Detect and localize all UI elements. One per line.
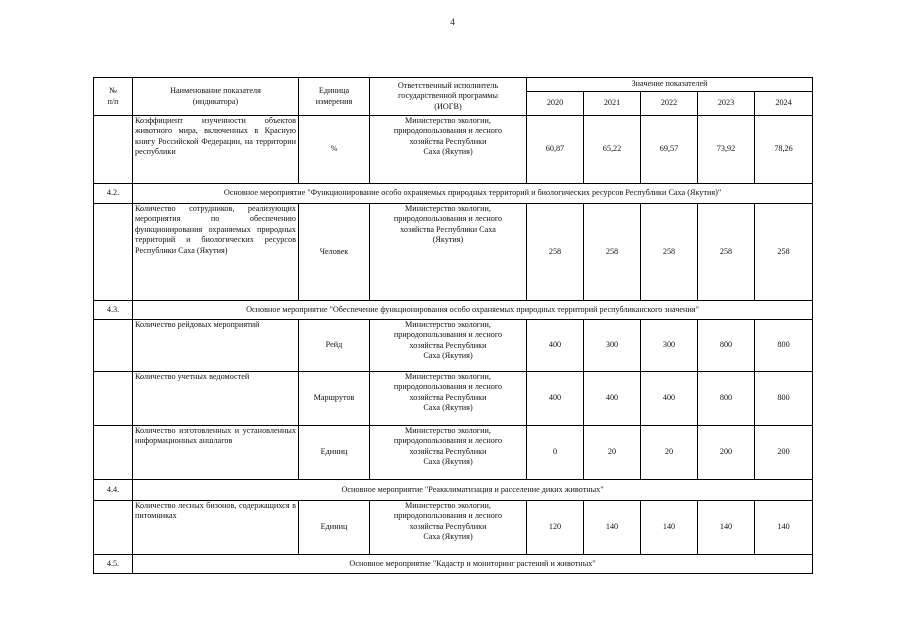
indicator-name: Количество учетных ведомостей bbox=[133, 372, 299, 426]
value-cell: 258 bbox=[755, 204, 813, 301]
table-row bbox=[94, 204, 813, 301]
value-cell: 78,26 bbox=[755, 116, 813, 184]
header-year: 2023 bbox=[698, 92, 755, 116]
row-number bbox=[94, 372, 133, 426]
indicator-name: Количество рейдовых мероприятий bbox=[133, 320, 299, 372]
header-name: Наименование показателя (индикатора) bbox=[133, 78, 299, 116]
executor-cell: Министерство экологии, природопользования и лесного хозяйства Республики Саха (Якутия) bbox=[370, 501, 527, 555]
row-number bbox=[94, 501, 133, 555]
value-cell: 200 bbox=[698, 426, 755, 480]
table-body bbox=[94, 116, 813, 574]
executor-cell: Министерство экологии, природопользования и лесного хозяйства Республики Саха (Якутия) bbox=[370, 426, 527, 480]
unit-cell: Единиц bbox=[299, 426, 370, 480]
value-cell: 65,22 bbox=[584, 116, 641, 184]
value-cell: 258 bbox=[527, 204, 584, 301]
value-cell: 140 bbox=[698, 501, 755, 555]
value-cell: 800 bbox=[698, 372, 755, 426]
indicators-table bbox=[93, 77, 813, 574]
value-cell: 0 bbox=[527, 426, 584, 480]
value-cell: 20 bbox=[641, 426, 698, 480]
header-values-group: Значение показателей bbox=[527, 78, 813, 92]
value-cell: 800 bbox=[755, 320, 813, 372]
table-row bbox=[94, 320, 813, 372]
section-number: 4.4. bbox=[94, 480, 133, 501]
value-cell: 300 bbox=[584, 320, 641, 372]
unit-cell: Единиц bbox=[299, 501, 370, 555]
value-cell: 400 bbox=[584, 372, 641, 426]
table-row bbox=[94, 372, 813, 426]
value-cell: 258 bbox=[584, 204, 641, 301]
unit-cell: Человек bbox=[299, 204, 370, 301]
section-title: Основное мероприятие "Реакклиматизация и расселение диких животных" bbox=[133, 480, 813, 501]
value-cell: 20 bbox=[584, 426, 641, 480]
unit-cell: Маршрутов bbox=[299, 372, 370, 426]
value-cell: 60,87 bbox=[527, 116, 584, 184]
section-title: Основное мероприятие "Функционирование особо охраняемых природных территорий и биологических ресурсов Республики Саха (Якутия)" bbox=[133, 184, 813, 204]
section-row bbox=[94, 480, 813, 501]
section-number: 4.2. bbox=[94, 184, 133, 204]
value-cell: 200 bbox=[755, 426, 813, 480]
executor-cell: Министерство экологии, природопользования и лесного хозяйства Республики Саха (Якутия) bbox=[370, 372, 527, 426]
header-executor: Ответственный исполнитель государственной программы (ИОГВ) bbox=[370, 78, 527, 116]
header-num: № п/п bbox=[94, 78, 133, 116]
row-number bbox=[94, 204, 133, 301]
section-row bbox=[94, 301, 813, 320]
indicator-name: Коэффициент изученности объектов животного мира, включенных в Красную книгу Российской Федерации, на территории республики bbox=[133, 116, 299, 184]
executor-cell: Министерство экологии, природопользования и лесного хозяйства Республики Саха (Якутия) bbox=[370, 204, 527, 301]
table-row bbox=[94, 116, 813, 184]
value-cell: 140 bbox=[584, 501, 641, 555]
unit-cell: % bbox=[299, 116, 370, 184]
header-unit: Единица измерения bbox=[299, 78, 370, 116]
value-cell: 400 bbox=[527, 320, 584, 372]
section-title: Основное мероприятие "Кадастр и мониторинг растений и животных" bbox=[133, 555, 813, 574]
header-year: 2021 bbox=[584, 92, 641, 116]
indicator-name: Количество изготовленных и установленных информационных аншлагов bbox=[133, 426, 299, 480]
value-cell: 120 bbox=[527, 501, 584, 555]
row-number bbox=[94, 116, 133, 184]
value-cell: 258 bbox=[698, 204, 755, 301]
indicator-name: Количество сотрудников, реализующих мероприятия по обеспечению функционирования охраняемых природных территорий и биологических ресурсов Республики Саха (Якутия) bbox=[133, 204, 299, 301]
table-row bbox=[94, 501, 813, 555]
value-cell: 800 bbox=[698, 320, 755, 372]
row-number bbox=[94, 426, 133, 480]
section-row bbox=[94, 184, 813, 204]
unit-cell: Рейд bbox=[299, 320, 370, 372]
header-year: 2024 bbox=[755, 92, 813, 116]
table-header bbox=[94, 78, 813, 116]
section-number: 4.5. bbox=[94, 555, 133, 574]
executor-cell: Министерство экологии, природопользования и лесного хозяйства Республики Саха (Якутия) bbox=[370, 116, 527, 184]
executor-cell: Министерство экологии, природопользования и лесного хозяйства Республики Саха (Якутия) bbox=[370, 320, 527, 372]
section-title: Основное мероприятие "Обеспечение функционирования особо охраняемых природных территорий республиканского значения" bbox=[133, 301, 813, 320]
value-cell: 400 bbox=[641, 372, 698, 426]
value-cell: 69,57 bbox=[641, 116, 698, 184]
value-cell: 800 bbox=[755, 372, 813, 426]
row-number bbox=[94, 320, 133, 372]
value-cell: 300 bbox=[641, 320, 698, 372]
header-year: 2022 bbox=[641, 92, 698, 116]
value-cell: 140 bbox=[641, 501, 698, 555]
table-row bbox=[94, 426, 813, 480]
value-cell: 140 bbox=[755, 501, 813, 555]
value-cell: 400 bbox=[527, 372, 584, 426]
value-cell: 258 bbox=[641, 204, 698, 301]
header-year: 2020 bbox=[527, 92, 584, 116]
value-cell: 73,92 bbox=[698, 116, 755, 184]
section-number: 4.3. bbox=[94, 301, 133, 320]
page-number: 4 bbox=[450, 17, 455, 27]
indicator-name: Количество лесных бизонов, содержащихся в питомниках bbox=[133, 501, 299, 555]
section-row bbox=[94, 555, 813, 574]
